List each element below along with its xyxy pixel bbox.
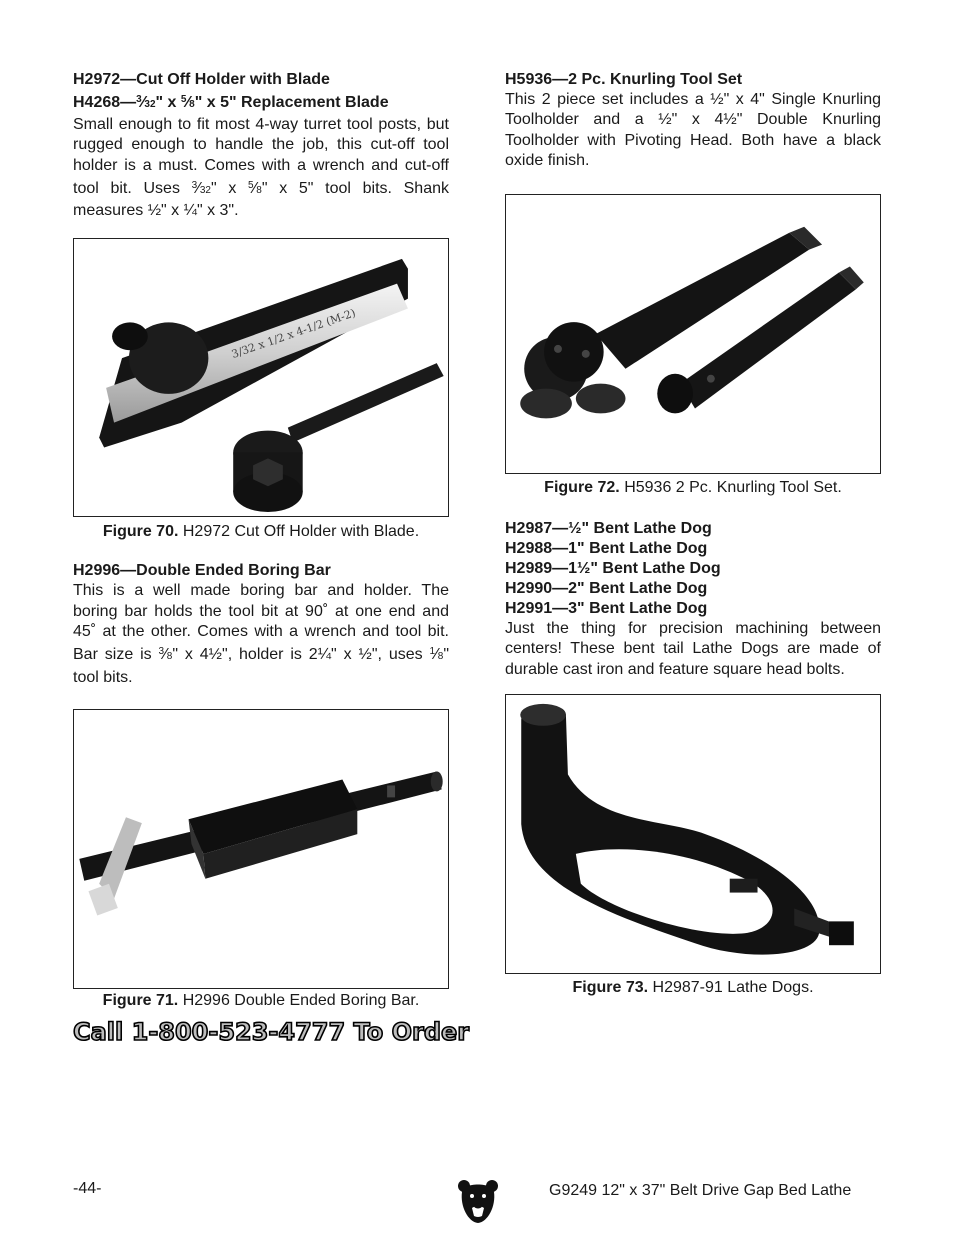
product-description-lathe-dogs: Just the thing for precision machining between centers! These bent tail Lathe Dogs are made of durable cast iron and feature square head bolts. — [505, 620, 881, 678]
figure-73-image — [505, 694, 881, 974]
product-heading-h2996: H2996—Double Ended Boring Bar — [73, 562, 331, 580]
figure-71-caption: Figure 71. H2996 Double Ended Boring Bar. — [102, 991, 420, 1009]
order-phone-text: Call 1-800-523-4777 To Order — [73, 1018, 470, 1046]
grizzly-bear-icon — [456, 1178, 500, 1224]
product-heading-h2972: H2972—Cut Off Holder with Blade — [73, 71, 330, 88]
figure-71-image — [73, 709, 449, 989]
figure-73-caption: Figure 73. H2987-91 Lathe Dogs. — [572, 979, 814, 997]
product-heading-h2989: H2989—1½" Bent Lathe Dog — [505, 560, 721, 578]
product-heading-h2988: H2988—1" Bent Lathe Dog — [505, 540, 708, 558]
lathe-dog-headings — [505, 519, 881, 619]
product-heading-h5936: H5936—2 Pc. Knurling Tool Set — [505, 71, 743, 88]
page-number: -44- — [73, 1180, 102, 1197]
product-heading-h4268: H4268—$^3$⁄32" x $^5$⁄8" x 5" Replacement Blade — [73, 94, 389, 111]
cut-off-holder-illustration — [74, 239, 448, 516]
manual-title: G9249 12" x 37" Belt Drive Gap Bed Lathe — [549, 1182, 852, 1199]
right-column — [505, 70, 881, 998]
order-phone-banner — [73, 1012, 473, 1052]
figure-70-image — [73, 238, 449, 517]
lathe-dog-illustration — [506, 695, 880, 973]
product-description-h2972: Small enough to fit most 4-way turret tool posts, but rugged enough to handle the job, this cut-off tool holder is a must. Comes with a wrench and cut-off tool bit. Uses $^3$⁄32" x $^5$⁄8" x 5" tool bits. Shank measures ½" x ¼" x 3". — [73, 116, 450, 220]
product-heading-h2991: H2991—3" Bent Lathe Dog — [505, 600, 708, 618]
product-heading-h2987: H2987—½" Bent Lathe Dog — [505, 520, 712, 538]
figure-72-image — [505, 194, 881, 474]
svg-text:3/32 x 1/2 x 4-1/2 (M-2): 3/32 x 1/2 x 4-1/2 (M-2) — [229, 306, 358, 362]
knurling-tool-set-illustration — [506, 195, 880, 473]
left-column — [73, 70, 449, 1011]
boring-bar-illustration — [74, 710, 448, 988]
figure-70-caption: Figure 70. H2972 Cut Off Holder with Blade. — [102, 523, 420, 541]
product-description-h2996: This is a well made boring bar and holder. The boring bar holds the tool bit at 90˚ at one end and 45˚ at the other. Comes with a wrench and tool bit. Bar size is $^3$⁄8" x 4½", holder is 2¼" x ½", uses $^1$⁄8" tool bits. — [73, 582, 449, 686]
figure-72-caption: Figure 72. H5936 2 Pc. Knurling Tool Set. — [544, 479, 842, 497]
product-description-h5936: This 2 piece set includes a ½" x 4" Single Knurling Toolholder and a ½" x 4½" Double Knurling Toolholder with Pivoting Head. Both have a black oxide finish. — [505, 91, 881, 169]
product-heading-h2990: H2990—2" Bent Lathe Dog — [505, 580, 708, 598]
